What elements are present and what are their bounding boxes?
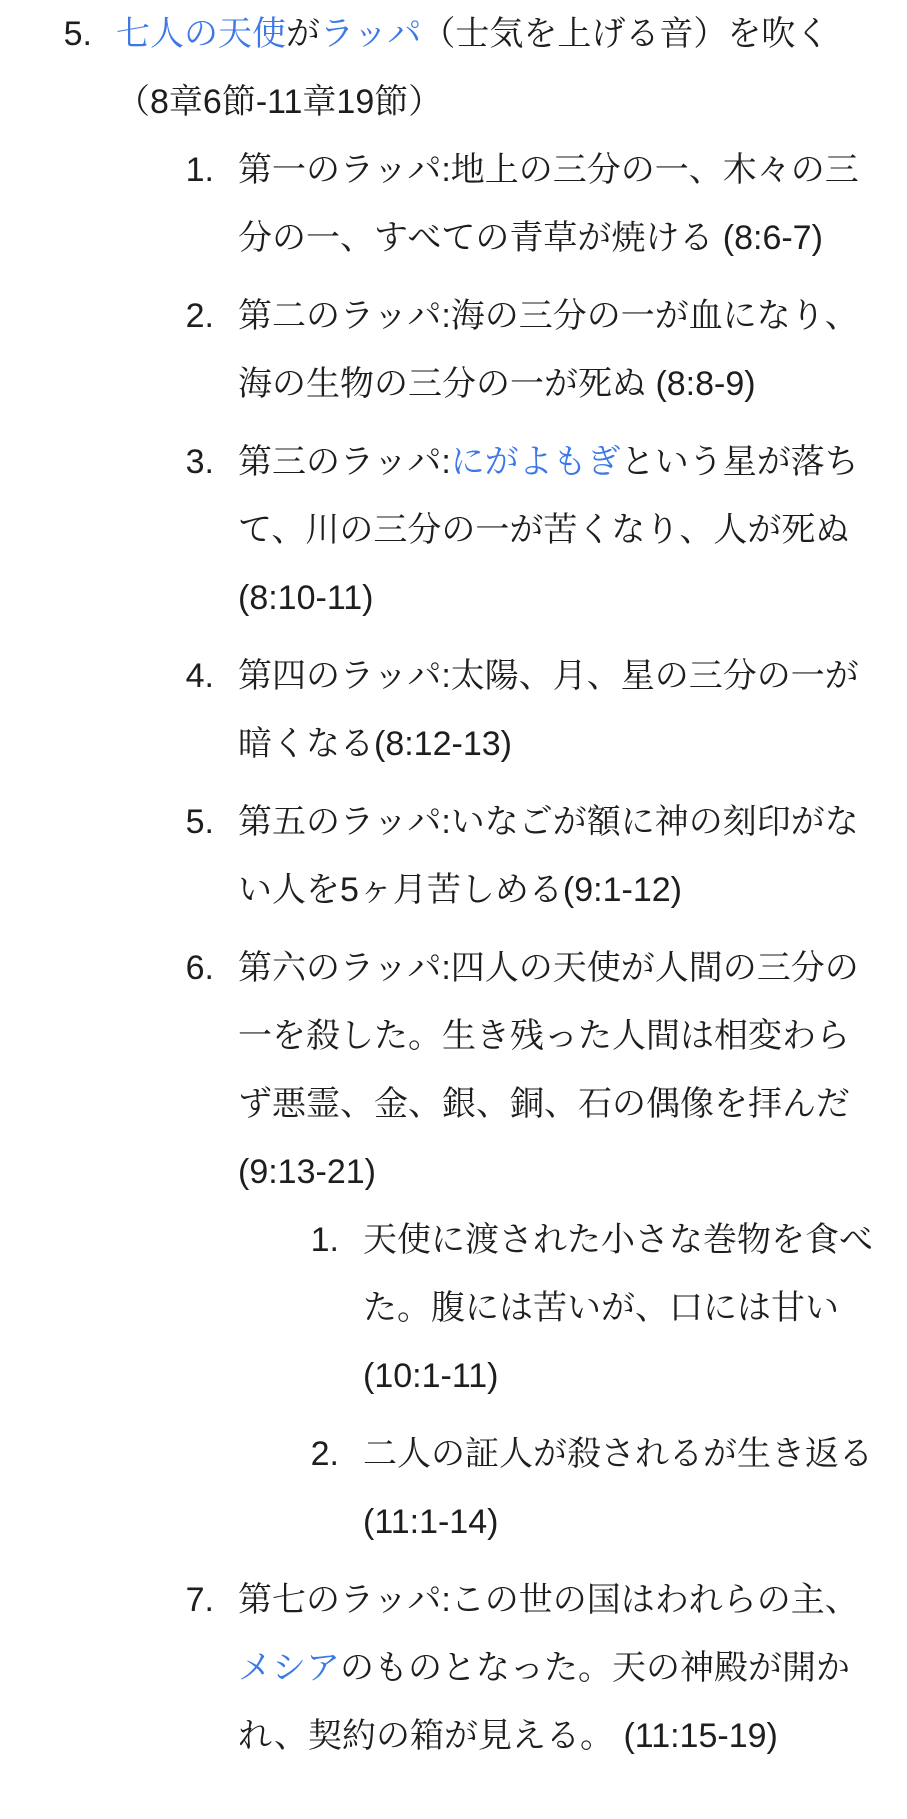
- text-segment: 第七のラッパ:この世の国はわれらの主、: [238, 1581, 859, 1619]
- text-segment: 第二のラッパ:海の三分の一が血になり、海の生物の三分の一が死ぬ (8:8-9): [238, 297, 859, 403]
- list-item-text: [238, 642, 881, 778]
- text-segment: 第五のラッパ:いなごが額に神の刻印がない人を5ヶ月苦しめる(9:1-12): [238, 803, 859, 909]
- list-item-number: 1.: [310, 1221, 339, 1259]
- list-item: [0, 428, 881, 632]
- list-item: [0, 136, 881, 272]
- list-item: [0, 788, 881, 924]
- list-item: [0, 0, 881, 136]
- text-segment: のものとなった。天の神殿が開かれ、契約の箱が見える。 (11:15-19): [238, 1649, 850, 1755]
- text-segment: 第三のラッパ:: [238, 443, 451, 481]
- list-item-text: [116, 0, 881, 136]
- text-segment: 第四のラッパ:太陽、月、星の三分の一が暗くなる(8:12-13): [238, 657, 859, 763]
- list-item-number: 5.: [63, 15, 92, 53]
- inline-link[interactable]: にがよもぎ: [450, 443, 621, 481]
- text-segment: 第六のラッパ:四人の天使が人間の三分の一を殺した。生き残った人間は相変わらず悪霊、金、銀、銅、石の偶像を拝んだ(9:13-21): [238, 949, 859, 1191]
- list-item-number: 3.: [185, 443, 214, 481]
- list-item: [0, 1420, 881, 1556]
- list-item-text: [363, 1420, 881, 1556]
- list-item-text: [238, 788, 881, 924]
- inline-link[interactable]: ラッパ: [320, 15, 422, 53]
- text-segment: という星が落ちて、川の三分の一が苦くなり、人が死ぬ (8:10-11): [238, 443, 859, 617]
- list-item-number: 2.: [185, 297, 214, 335]
- list-item: [0, 1566, 881, 1770]
- list-item-text: [238, 1566, 881, 1770]
- list-item-text: [363, 1206, 881, 1410]
- list-item: [0, 1206, 881, 1410]
- list-item-number: 5.: [185, 803, 214, 841]
- list-item-number: 7.: [185, 1581, 214, 1619]
- list-item-text: [238, 282, 881, 418]
- list-item-text: [238, 136, 881, 272]
- list-item-number: 2.: [310, 1435, 339, 1473]
- text-segment: 天使に渡された小さな巻物を食べた。腹には苦いが、口には甘い(10:1-11): [363, 1221, 873, 1395]
- list-item-number: 1.: [185, 151, 214, 189]
- list-item-number: 4.: [185, 657, 214, 695]
- text-segment: 二人の証人が殺されるが生き返る(11:1-14): [363, 1435, 873, 1541]
- list-item-text: [238, 934, 881, 1206]
- list-item: [0, 934, 881, 1206]
- list-item-number: 6.: [185, 949, 214, 987]
- text-segment: が: [286, 15, 320, 53]
- inline-link[interactable]: 七人の天使: [116, 15, 286, 53]
- list-item-text: [238, 428, 881, 632]
- list-item: [0, 282, 881, 418]
- inline-link[interactable]: メシア: [238, 1649, 340, 1687]
- text-segment: 第一のラッパ:地上の三分の一、木々の三分の一、すべての青草が焼ける (8:6-7): [238, 151, 859, 257]
- text-segment: （士気を上げる音）を吹く（8章6節-11章19節）: [116, 15, 830, 121]
- list-item: [0, 642, 881, 778]
